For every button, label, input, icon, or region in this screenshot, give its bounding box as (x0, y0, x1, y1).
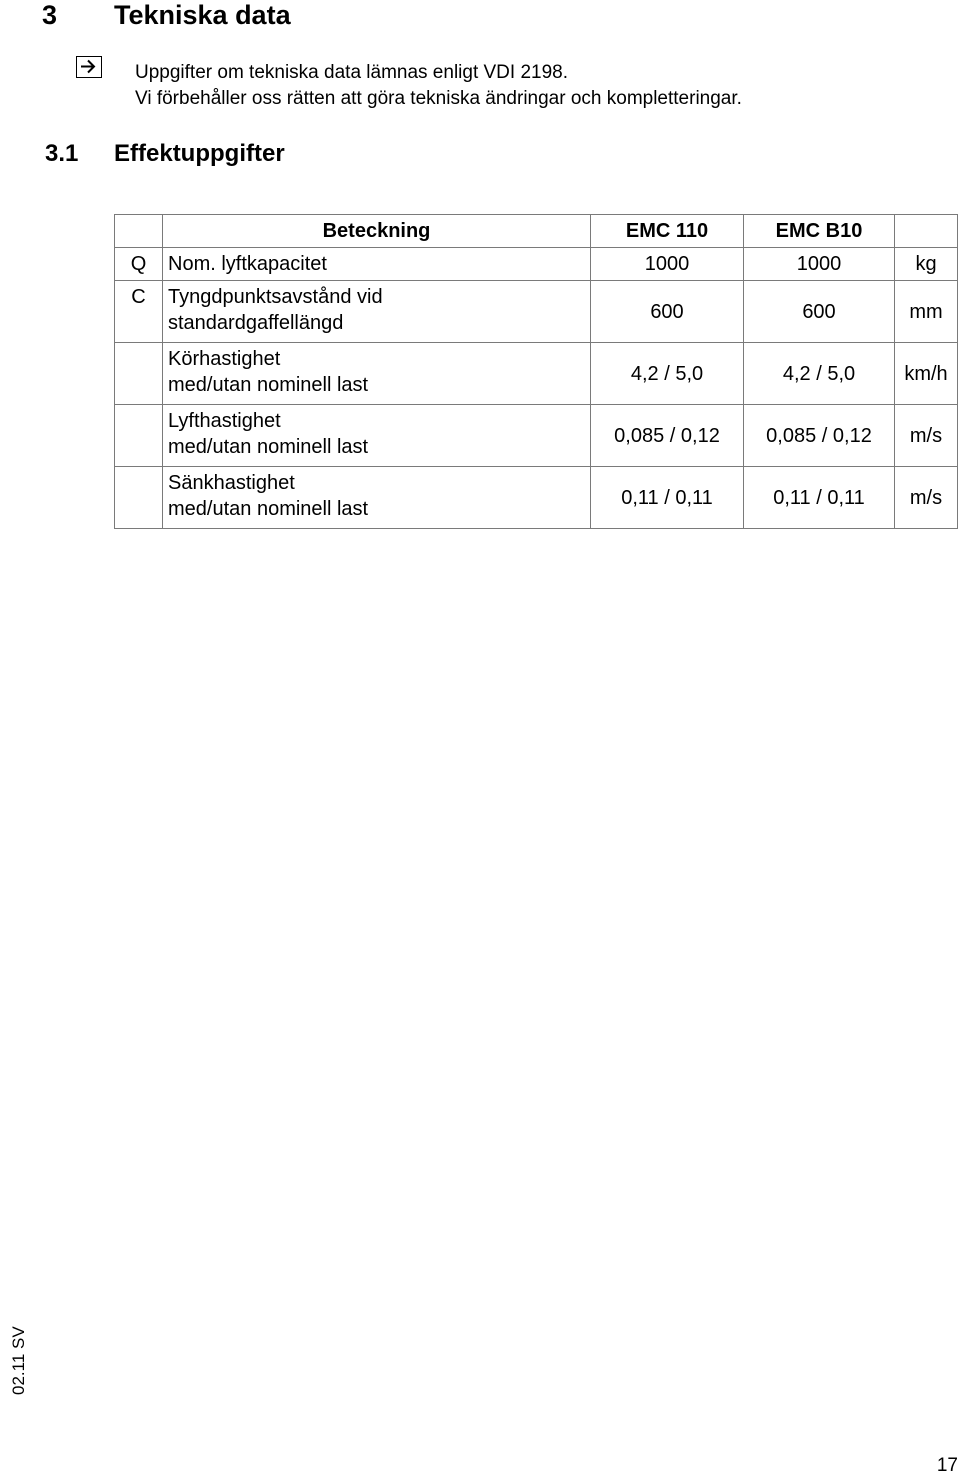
row-label-line-1: Körhastighet (168, 348, 281, 370)
row-code: Q (115, 248, 163, 281)
table-row (115, 467, 958, 529)
note-line-1: Uppgifter om tekniska data lämnas enligt VDI 2198. (135, 62, 569, 83)
row-label: Nom. lyftkapacitet (163, 248, 591, 281)
table-row (115, 248, 958, 281)
row-code (115, 405, 163, 467)
note-line-2: Vi förbehåller oss rätten att göra tekniska ändringar och kompletteringar. (135, 88, 742, 109)
header-model-1: EMC 110 (591, 215, 744, 248)
row-code (115, 467, 163, 529)
row-label-line-1: Sänkhastighet (168, 472, 295, 494)
row-code: C (115, 281, 163, 343)
chapter-title: Tekniska data (114, 0, 291, 30)
row-value-model-2: 0,085 / 0,12 (744, 405, 895, 467)
table-row (115, 405, 958, 467)
row-label (163, 405, 591, 467)
table-row (115, 343, 958, 405)
row-value-model-1: 1000 (591, 248, 744, 281)
header-model-2: EMC B10 (744, 215, 895, 248)
row-value-model-2: 600 (744, 281, 895, 343)
row-label-line-2: med/utan nominell last (168, 436, 369, 458)
row-label-line-2: med/utan nominell last (168, 498, 369, 520)
row-unit: km/h (895, 343, 958, 405)
row-code (115, 343, 163, 405)
arrow-right-icon (76, 56, 102, 78)
row-value-model-1: 4,2 / 5,0 (591, 343, 744, 405)
section-title: Effektuppgifter (114, 140, 285, 167)
table-header-row (115, 215, 958, 248)
row-value-model-1: 0,085 / 0,12 (591, 405, 744, 467)
header-code (115, 215, 163, 248)
row-label-line-2: med/utan nominell last (168, 374, 369, 396)
header-unit (895, 215, 958, 248)
row-value-model-1: 0,11 / 0,11 (591, 467, 744, 529)
technical-data-table (114, 214, 958, 529)
row-unit: m/s (895, 405, 958, 467)
row-value-model-2: 1000 (744, 248, 895, 281)
edition-code: 02.11 SV (9, 1326, 28, 1395)
row-unit: mm (895, 281, 958, 343)
chapter-number: 3 (42, 0, 58, 30)
row-value-model-1: 600 (591, 281, 744, 343)
row-label (163, 281, 591, 343)
page-number: 17 (936, 1455, 958, 1476)
row-label-line-1: Tyngdpunktsavstånd vid (168, 286, 383, 308)
row-label-line-2: standardgaffellängd (168, 312, 344, 334)
row-unit: kg (895, 248, 958, 281)
table-row (115, 281, 958, 343)
row-unit: m/s (895, 467, 958, 529)
row-label (163, 467, 591, 529)
header-designation: Beteckning (163, 215, 591, 248)
row-value-model-2: 0,11 / 0,11 (744, 467, 895, 529)
section-number: 3.1 (45, 140, 79, 167)
row-label (163, 343, 591, 405)
row-label-line-1: Lyfthastighet (168, 410, 281, 432)
row-value-model-2: 4,2 / 5,0 (744, 343, 895, 405)
